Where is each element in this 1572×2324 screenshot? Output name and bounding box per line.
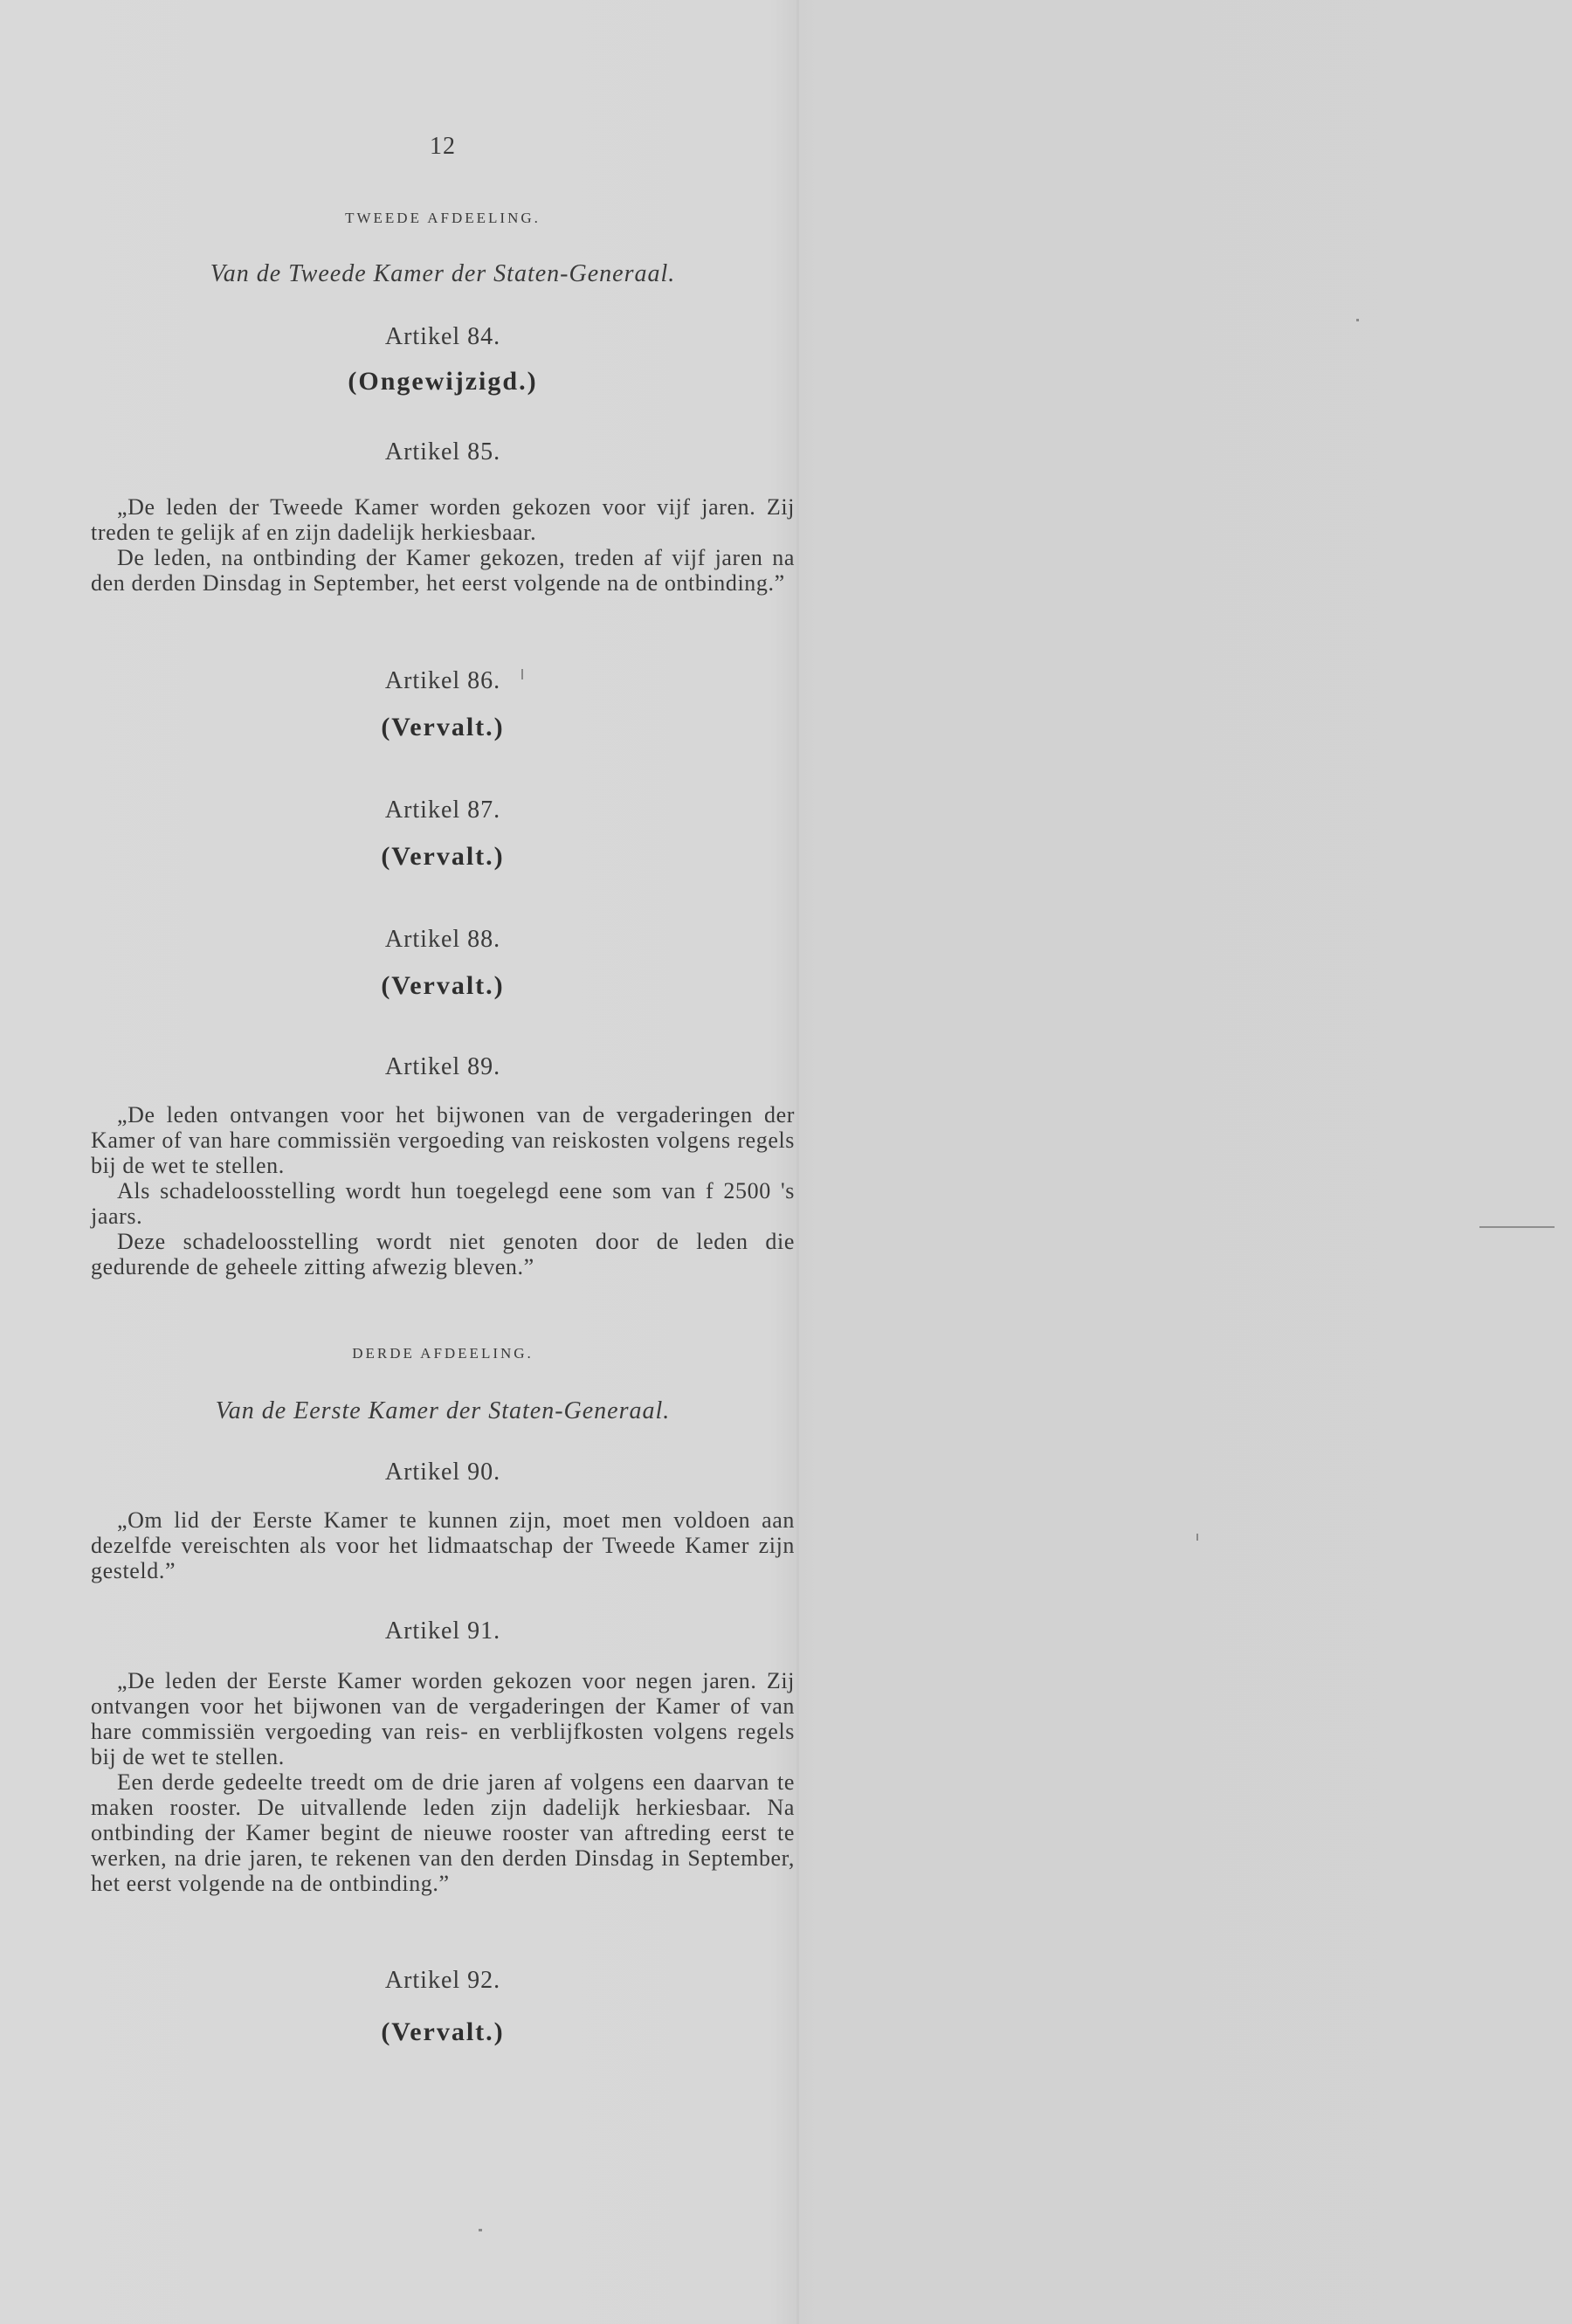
article-84-title: Artikel 84.	[384, 323, 501, 350]
article-85-title: Artikel 85.	[384, 438, 501, 465]
article-89-title: Artikel 89.	[384, 1053, 501, 1080]
dust-speck	[1196, 1534, 1198, 1541]
article-89-text	[91, 1102, 795, 1279]
section-heading-tweede: TWEEDE AFDEELING.	[345, 210, 541, 226]
article-87-status: (Vervalt.)	[381, 842, 505, 871]
section-subtitle-tweede: Van de Tweede Kamer der Staten-Generaal.	[210, 260, 676, 287]
article-86-title: Artikel 86.	[384, 667, 501, 694]
article-91-paragraph: „De leden der Eerste Kamer worden gekozen voor negen jaren. Zij ontvangen voor het bijwonen van de vergaderingen der Kamer of van hare commissiën vergoeding van reis- en verblijfkosten volgens regels bij de wet te stellen.	[91, 1668, 795, 1769]
article-86-status: (Vervalt.)	[381, 713, 505, 741]
article-89-paragraph: Als schadeloosstelling wordt hun toegelegd eene som van f 2500 's jaars.	[91, 1178, 795, 1229]
article-89-paragraph: „De leden ontvangen voor het bijwonen van de vergaderingen der Kamer of van hare commissiën vergoeding van reiskosten volgens regels bij de wet te stellen.	[91, 1102, 795, 1178]
article-90-title: Artikel 90.	[384, 1459, 501, 1486]
article-89-paragraph: Deze schadeloosstelling wordt niet genoten door de leden die gedurende de geheele zitting afwezig bleven.”	[91, 1229, 795, 1279]
article-91-paragraph: Een derde gedeelte treedt om de drie jaren af volgens een daarvan te maken rooster. De uitvallende leden zijn dadelijk herkiesbaar. Na ontbinding der Kamer begint de nieuwe rooster van aftreding eerst te werken, na drie jaren, te rekenen van den derden Dinsdag in September, het eerst volgende na de ontbinding.”	[91, 1769, 795, 1896]
article-90-paragraph: „Om lid der Eerste Kamer te kunnen zijn, moet men voldoen aan dezelfde vereischten als voor het lidmaatschap der Tweede Kamer zijn gesteld.”	[91, 1507, 795, 1583]
page-fold	[796, 0, 799, 2324]
article-91-text	[91, 1668, 795, 1896]
dust-speck	[479, 2229, 482, 2231]
article-92-title: Artikel 92.	[384, 1967, 501, 1994]
article-90-text	[91, 1507, 795, 1583]
article-85-text	[91, 494, 795, 596]
section-subtitle-derde: Van de Eerste Kamer der Staten-Generaal.	[215, 1397, 671, 1424]
article-91-title: Artikel 91.	[384, 1617, 501, 1645]
article-84-status: (Ongewijzigd.)	[348, 367, 538, 396]
section-heading-derde: DERDE AFDEELING.	[352, 1345, 534, 1362]
margin-mark	[1479, 1226, 1555, 1228]
page-number: 12	[430, 133, 456, 160]
dust-speck	[521, 669, 523, 679]
article-87-title: Artikel 87.	[384, 797, 501, 824]
article-85-paragraph: De leden, na ontbinding der Kamer gekozen, treden af vijf jaren na den derden Dinsdag in September, het eerst volgende na de ontbinding.”	[91, 545, 795, 596]
article-92-status: (Vervalt.)	[381, 2017, 505, 2046]
article-85-paragraph: „De leden der Tweede Kamer worden gekozen voor vijf jaren. Zij treden te gelijk af en zijn dadelijk herkiesbaar.	[91, 494, 795, 545]
dust-speck	[1356, 319, 1359, 321]
article-88-status: (Vervalt.)	[381, 971, 505, 1000]
article-88-title: Artikel 88.	[384, 926, 501, 953]
